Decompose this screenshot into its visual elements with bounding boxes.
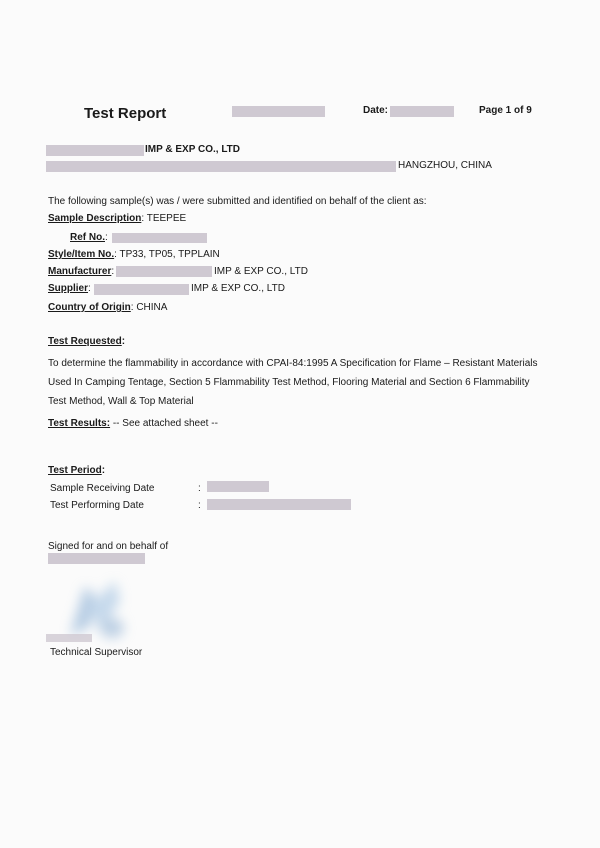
test-period-heading <box>48 465 105 476</box>
manufacturer-row <box>48 266 114 277</box>
redacted-receiving-date <box>207 481 269 492</box>
redacted-client-address <box>46 161 396 172</box>
redacted-client-name <box>46 145 144 156</box>
ref-no-colon: : <box>105 232 108 243</box>
client-city: HANGZHOU, CHINA <box>398 160 492 171</box>
manufacturer-colon: : <box>111 266 115 277</box>
date-label: Date: <box>363 105 389 116</box>
test-results-value: -- See attached sheet -- <box>110 418 218 429</box>
page-number: Page 1 of 9 <box>479 105 532 116</box>
test-results-row <box>48 418 218 429</box>
test-results-label: Test Results: <box>48 418 111 429</box>
performing-date-label: Test Performing Date <box>50 500 144 511</box>
receiving-date-label: Sample Receiving Date <box>50 483 155 494</box>
client-company: IMP & EXP CO., LTD <box>145 144 241 155</box>
supplier-label: Supplier <box>48 283 89 294</box>
sample-description-value: : TEEPEE <box>141 213 187 224</box>
origin-row <box>48 302 167 313</box>
origin-label: Country of Origin <box>48 302 131 313</box>
test-requested-text: To determine the flammability in accordance with CPAI-84:1995 A Specification for Flame – Resistant Materials Used In Camping Tentage, Section 5 Flammability Test Method, Flooring Material and Section 6 Flammability Test Method, Wall & Top Material <box>48 358 538 407</box>
test-period-label: Test Period <box>48 465 102 476</box>
test-requested-heading <box>48 336 125 347</box>
ref-no-row <box>62 232 108 243</box>
report-title: Test Report <box>84 105 167 122</box>
supplier-colon: : <box>88 283 91 294</box>
receiving-date-sep: : <box>198 483 201 494</box>
supplier-suffix: IMP & EXP CO., LTD <box>191 283 285 294</box>
redacted-manufacturer <box>116 266 212 277</box>
origin-value: : CHINA <box>130 302 168 313</box>
style-label: Style/Item No. <box>48 249 115 260</box>
performing-date-sep: : <box>198 500 201 511</box>
test-requested-label: Test Requested <box>48 336 122 347</box>
test-requested-colon: : <box>121 336 126 347</box>
signed-on-behalf-text: Signed for and on behalf of <box>48 541 169 552</box>
style-row <box>48 249 220 260</box>
redacted-ref-no <box>112 233 207 243</box>
manufacturer-label: Manufacturer <box>48 266 112 277</box>
intro-text: The following sample(s) was / were submitted and identified on behalf of the client as: <box>48 196 427 207</box>
redacted-report-number <box>232 106 325 117</box>
ref-no-label: Ref No. <box>70 232 105 243</box>
redacted-performing-date <box>207 499 351 510</box>
sample-description-row <box>48 213 186 224</box>
style-value: : TP33, TP05, TPPLAIN <box>114 249 220 260</box>
redacted-lab-name <box>48 553 145 564</box>
sample-description-label: Sample Description <box>48 213 142 224</box>
redacted-supplier <box>94 284 189 295</box>
redacted-signer-name <box>46 634 92 642</box>
signer-title: Technical Supervisor <box>50 647 143 658</box>
redacted-date <box>390 106 454 117</box>
manufacturer-suffix: IMP & EXP CO., LTD <box>214 266 308 277</box>
test-period-colon: : <box>101 465 106 476</box>
supplier-row <box>48 283 91 294</box>
